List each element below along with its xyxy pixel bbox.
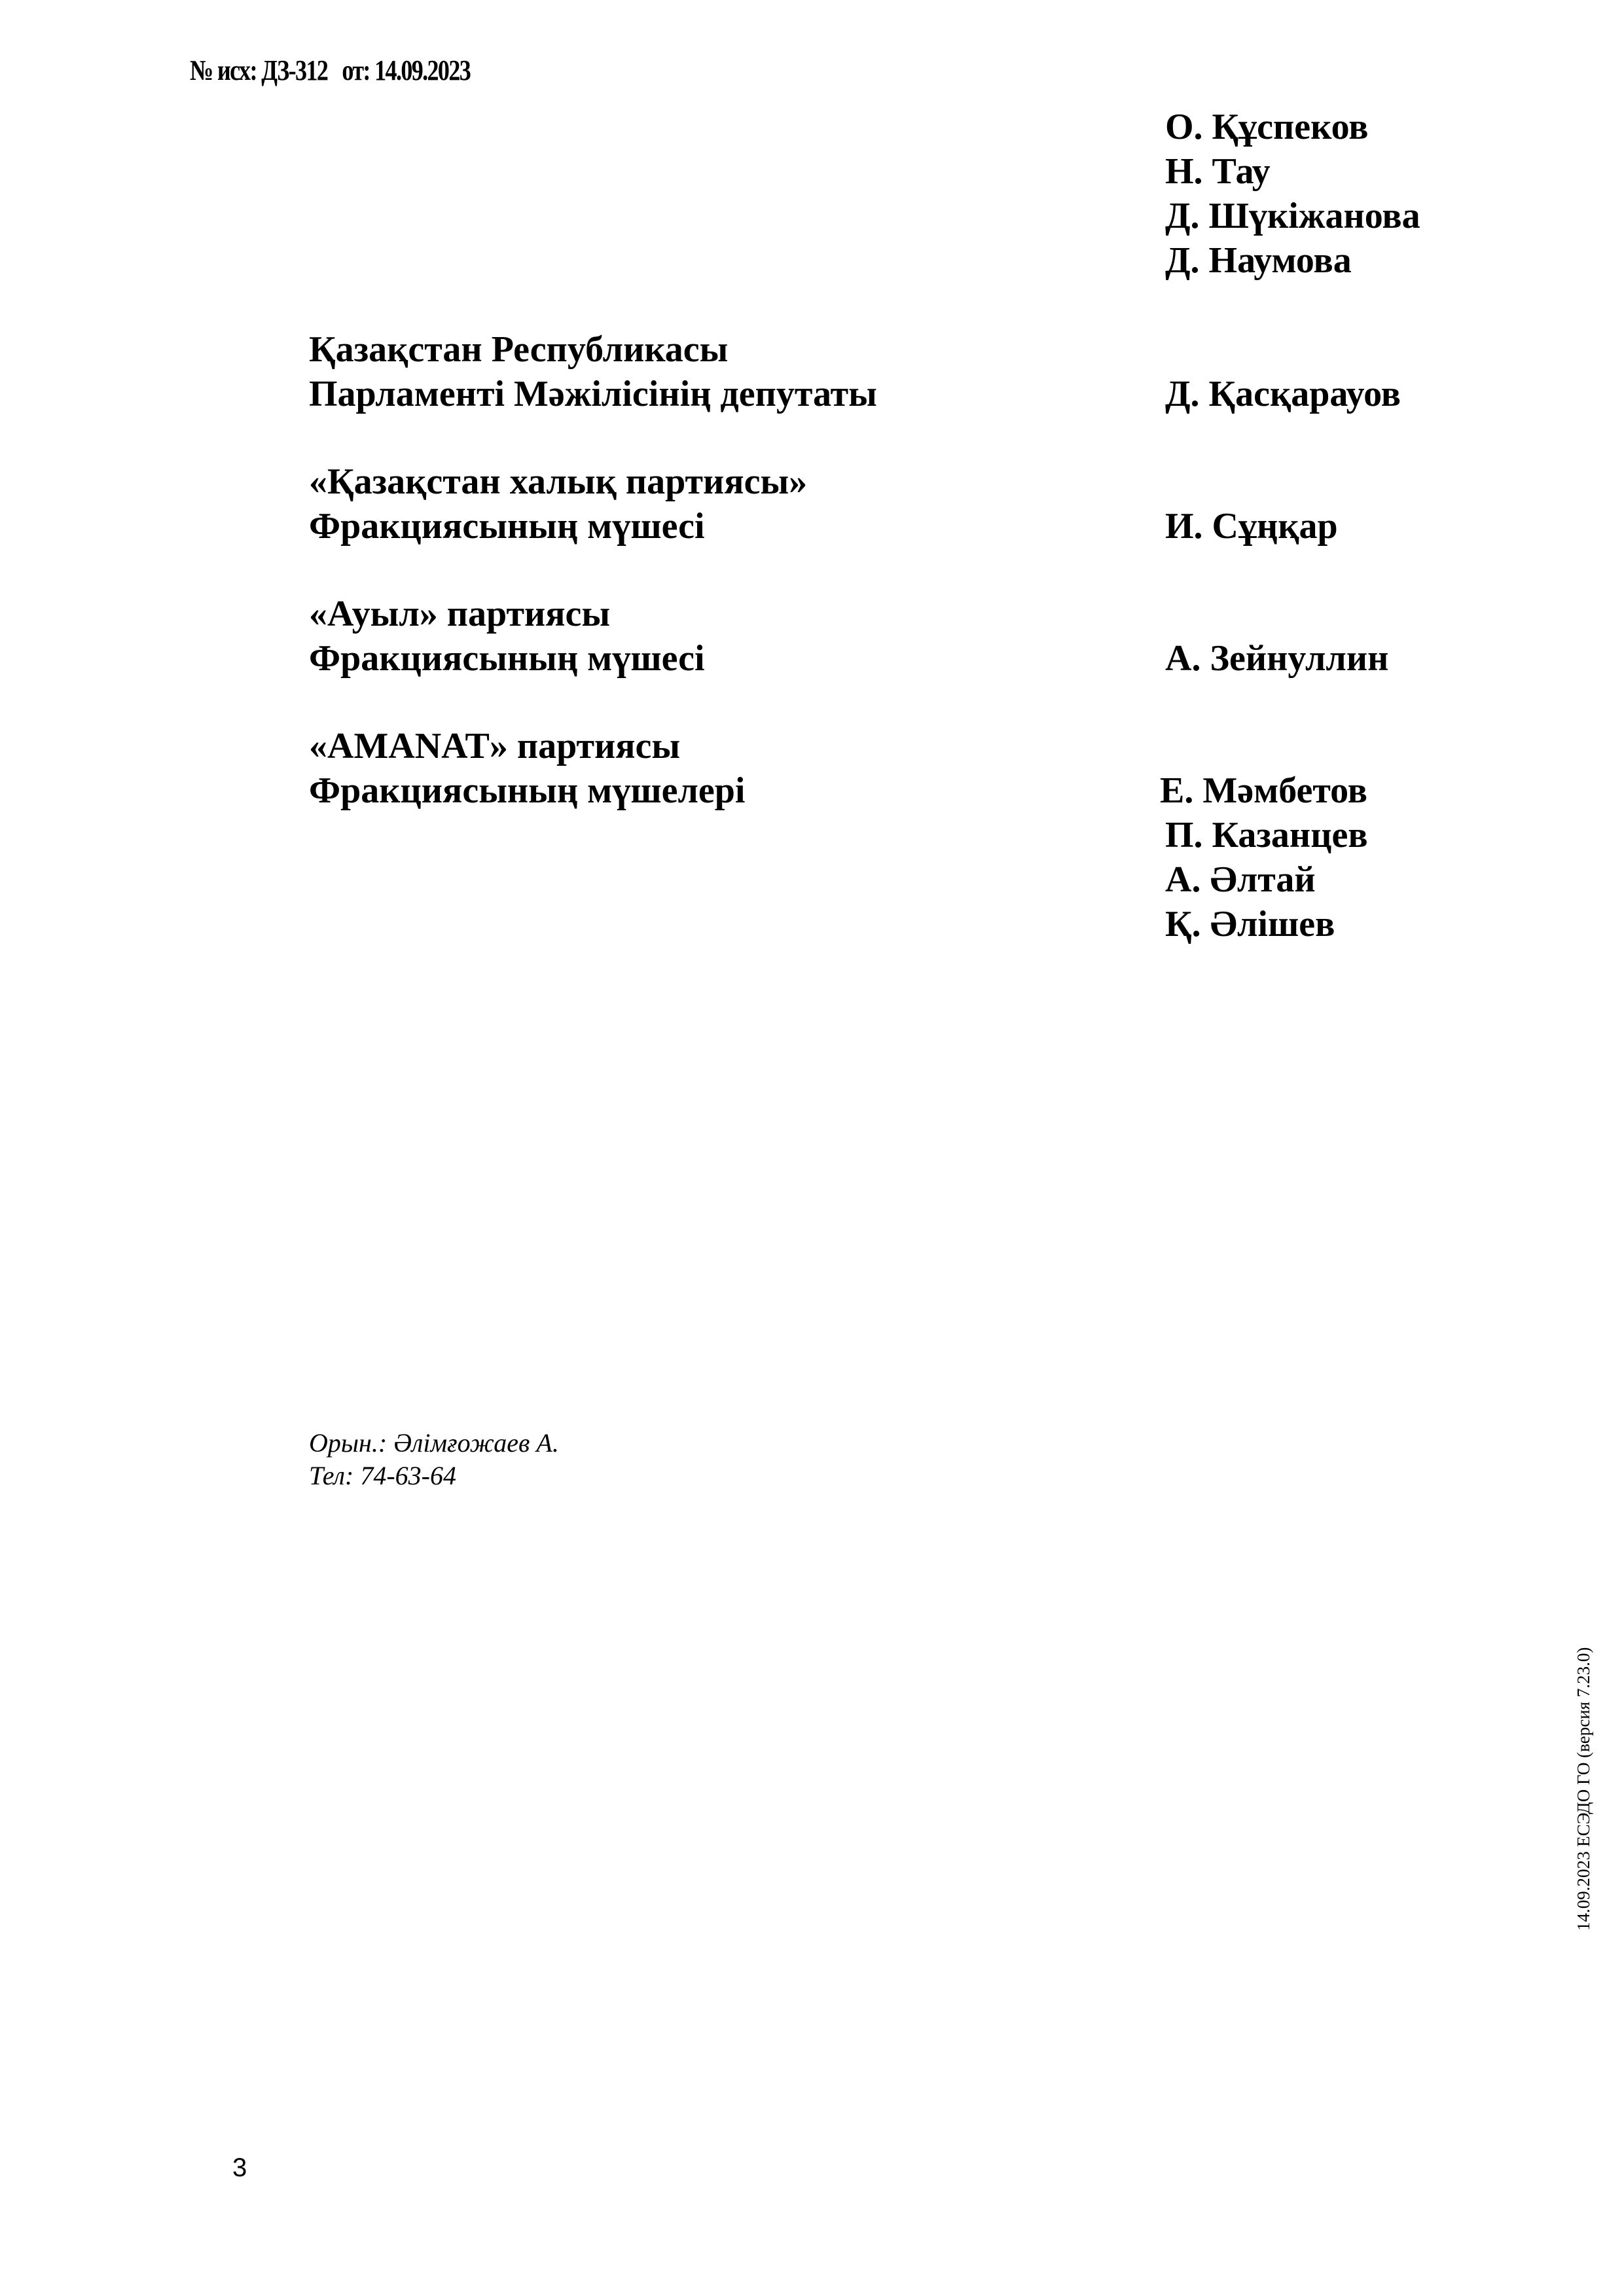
group-title-line: Фракциясының мүшесі (309, 638, 705, 679)
signatory-name: А. Әлтай (1165, 859, 1316, 900)
group-title-amanat-party (309, 724, 745, 813)
group-title-line: «Ауыл» партиясы (309, 594, 611, 634)
edms-side-stamp: 14.09.2023 ЕСЭДО ГО (версия 7.23.0) (1574, 1647, 1593, 1931)
executor-name: Орын.: Әлімғожаев А. (309, 1428, 559, 1458)
group-title-line: Фракциясының мүшесі (309, 506, 705, 547)
group-title-auyl-party (309, 592, 705, 681)
group-title-mazhilis-deputy (309, 327, 877, 416)
signatory-name: Қ. Әлішев (1165, 904, 1335, 944)
group-title-line: Қазақстан Республикасы (309, 329, 729, 370)
signatory-name: Д. Наумова (1165, 240, 1352, 281)
group-title-line: «Қазақстан халық партиясы» (309, 461, 808, 502)
signatory-name: Д. Шүкіжанова (1165, 196, 1420, 236)
executor-info (309, 1427, 559, 1492)
signatory-name: П. Казанцев (1165, 815, 1368, 855)
outgoing-number-stamp: № исх: ДЗ-312 от: 14.09.2023 (190, 54, 471, 86)
executor-phone: Тел: 74-63-64 (309, 1461, 456, 1490)
top-signatories (1165, 105, 1420, 283)
group-title-peoples-party (309, 459, 807, 548)
amanat-signatories (1160, 768, 1368, 946)
page-number: 3 (232, 2153, 247, 2182)
signatory-name: О. Құспеков (1165, 107, 1369, 147)
signatory-name: А. Зейнуллин (1165, 638, 1389, 679)
signatory-name: Е. Мәмбетов (1160, 770, 1367, 811)
signatory-name: Д. Қасқарауов (1165, 374, 1401, 414)
group-title-line: Парламенті Мәжілісінің депутаты (309, 374, 877, 414)
group-title-line: «AMANAT» партиясы (309, 726, 681, 766)
group-title-line: Фракциясының мүшелері (309, 770, 746, 811)
signatory-name: Н. Тау (1165, 151, 1271, 192)
signatory-name: И. Сұңқар (1165, 506, 1338, 547)
